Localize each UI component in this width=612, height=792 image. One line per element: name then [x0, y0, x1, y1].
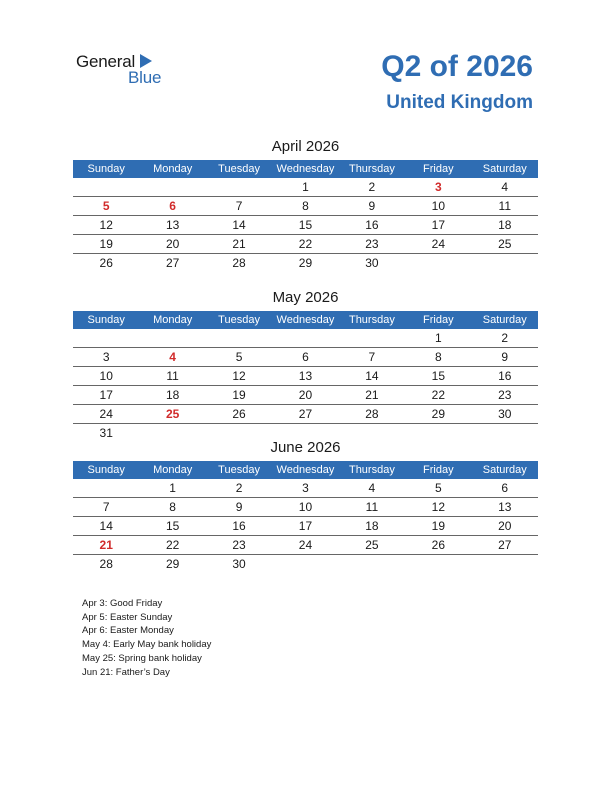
weekday-header: Tuesday — [206, 311, 272, 329]
day-cell: 17 — [73, 386, 139, 405]
weekday-header: Friday — [405, 160, 471, 178]
empty-day-cell — [139, 178, 205, 197]
day-cell: 21 — [339, 386, 405, 405]
day-cell: 22 — [405, 386, 471, 405]
weekday-header: Sunday — [73, 461, 139, 479]
day-cell: 11 — [339, 498, 405, 517]
weekday-header: Monday — [139, 461, 205, 479]
weekday-header: Saturday — [472, 160, 538, 178]
weekday-header: Sunday — [73, 311, 139, 329]
logo-general-text: General — [76, 52, 136, 71]
day-cell: 15 — [272, 216, 338, 235]
day-cell: 6 — [272, 348, 338, 367]
day-cell: 4 — [139, 348, 205, 367]
day-cell: 16 — [206, 517, 272, 536]
weekday-header: Tuesday — [206, 160, 272, 178]
day-cell: 17 — [272, 517, 338, 536]
day-cell: 2 — [206, 479, 272, 498]
weekday-header: Saturday — [472, 461, 538, 479]
day-cell: 17 — [405, 216, 471, 235]
weekday-header: Thursday — [339, 311, 405, 329]
day-cell: 2 — [472, 329, 538, 348]
empty-day-cell — [139, 329, 205, 348]
week-row — [73, 348, 538, 367]
day-cell: 8 — [139, 498, 205, 517]
day-cell: 10 — [272, 498, 338, 517]
weekday-header: Tuesday — [206, 461, 272, 479]
day-cell: 26 — [405, 536, 471, 555]
day-cell: 25 — [139, 405, 205, 424]
calendar-grid — [73, 160, 538, 272]
day-cell: 7 — [73, 498, 139, 517]
week-row — [73, 555, 538, 574]
day-cell: 30 — [472, 405, 538, 424]
month-may — [73, 287, 538, 442]
day-cell: 21 — [206, 235, 272, 254]
holiday-note: Apr 6: Easter Monday — [82, 625, 174, 637]
month-april — [73, 136, 538, 272]
day-cell: 30 — [365, 256, 379, 270]
holiday-notes — [82, 597, 211, 679]
day-cell: 23 — [472, 386, 538, 405]
month-title: June 2026 — [270, 439, 341, 456]
day-cell: 8 — [272, 197, 338, 216]
logo-triangle-icon — [140, 54, 152, 68]
weekday-header: Monday — [139, 311, 205, 329]
week-row — [73, 479, 538, 498]
day-cell: 13 — [272, 367, 338, 386]
day-cell: 23 — [206, 536, 272, 555]
day-cell: 4 — [472, 178, 538, 197]
day-cell: 10 — [73, 367, 139, 386]
day-cell: 3 — [73, 348, 139, 367]
page-subtitle: United Kingdom — [386, 92, 533, 113]
day-cell: 20 — [272, 386, 338, 405]
weekday-header: Monday — [139, 160, 205, 178]
month-title: April 2026 — [271, 138, 340, 155]
empty-day-cell — [339, 555, 405, 574]
day-cell: 6 — [139, 197, 205, 216]
week-row — [73, 197, 538, 216]
weekday-header: Thursday — [339, 461, 405, 479]
day-cell: 31 — [99, 426, 113, 440]
day-cell: 22 — [272, 235, 338, 254]
day-cell: 27 — [472, 536, 538, 555]
day-cell: 24 — [405, 235, 471, 254]
week-row — [73, 517, 538, 536]
empty-day-cell — [339, 329, 405, 348]
day-cell: 14 — [73, 517, 139, 536]
calendar-grid — [73, 461, 538, 573]
day-cell: 12 — [405, 498, 471, 517]
empty-day-cell — [472, 555, 538, 574]
week-row — [73, 498, 538, 517]
day-cell: 12 — [73, 216, 139, 235]
empty-day-cell — [405, 254, 471, 273]
empty-day-cell — [272, 555, 338, 574]
month-title: May 2026 — [272, 289, 339, 306]
day-cell: 13 — [139, 216, 205, 235]
weekday-header: Saturday — [472, 311, 538, 329]
empty-day-cell — [272, 329, 338, 348]
day-cell: 11 — [472, 197, 538, 216]
day-cell: 27 — [165, 256, 180, 270]
day-cell: 9 — [472, 348, 538, 367]
day-cell: 29 — [298, 256, 313, 270]
day-cell: 19 — [405, 517, 471, 536]
week-row — [73, 178, 538, 197]
empty-day-cell — [73, 479, 139, 498]
week-row — [73, 235, 538, 254]
weekday-header: Thursday — [339, 160, 405, 178]
day-cell: 3 — [272, 479, 338, 498]
day-cell: 18 — [139, 386, 205, 405]
week-row — [73, 386, 538, 405]
empty-day-cell — [73, 178, 139, 197]
logo-blue-text: Blue — [128, 68, 162, 87]
weekday-header: Friday — [405, 311, 471, 329]
week-row — [73, 216, 538, 235]
day-cell: 1 — [272, 178, 338, 197]
day-cell: 22 — [139, 536, 205, 555]
day-cell: 1 — [139, 479, 205, 498]
day-cell: 12 — [206, 367, 272, 386]
day-cell: 14 — [206, 216, 272, 235]
day-cell: 10 — [405, 197, 471, 216]
day-cell: 23 — [339, 235, 405, 254]
week-row — [73, 536, 538, 555]
day-cell: 7 — [206, 197, 272, 216]
empty-day-cell — [206, 329, 272, 348]
day-cell: 5 — [73, 197, 139, 216]
day-cell: 18 — [339, 517, 405, 536]
holiday-note: Jun 21: Father’s Day — [82, 666, 170, 678]
day-cell: 2 — [339, 178, 405, 197]
day-cell: 28 — [99, 557, 113, 571]
day-cell: 24 — [73, 405, 139, 424]
holiday-note: Apr 5: Easter Sunday — [82, 611, 173, 623]
day-cell: 28 — [339, 405, 405, 424]
day-cell: 6 — [472, 479, 538, 498]
month-june — [73, 437, 538, 573]
day-cell: 29 — [405, 405, 471, 424]
day-cell: 16 — [339, 216, 405, 235]
day-cell: 16 — [472, 367, 538, 386]
holiday-note: May 25: Spring bank holiday — [82, 652, 202, 664]
calendar-grid — [73, 311, 538, 442]
day-cell: 9 — [206, 498, 272, 517]
week-row — [73, 254, 538, 273]
day-cell: 8 — [405, 348, 471, 367]
day-cell: 20 — [472, 517, 538, 536]
day-cell: 28 — [232, 256, 246, 270]
week-row — [73, 405, 538, 424]
day-cell: 26 — [206, 405, 272, 424]
brand-logo — [76, 52, 176, 88]
day-cell: 29 — [165, 557, 180, 571]
holiday-note: Apr 3: Good Friday — [82, 598, 163, 609]
empty-day-cell — [206, 178, 272, 197]
day-cell: 7 — [339, 348, 405, 367]
day-cell: 1 — [405, 329, 471, 348]
weekday-header: Sunday — [73, 160, 139, 178]
day-cell: 5 — [206, 348, 272, 367]
day-cell: 19 — [206, 386, 272, 405]
day-cell: 21 — [73, 536, 139, 555]
day-cell: 13 — [472, 498, 538, 517]
page-title: Q2 of 2026 — [381, 50, 533, 83]
day-cell: 3 — [405, 178, 471, 197]
day-cell: 18 — [472, 216, 538, 235]
day-cell: 15 — [139, 517, 205, 536]
day-cell: 19 — [73, 235, 139, 254]
day-cell: 26 — [99, 256, 113, 270]
empty-day-cell — [73, 329, 139, 348]
day-cell: 25 — [472, 235, 538, 254]
holiday-note: May 4: Early May bank holiday — [82, 639, 212, 651]
week-row — [73, 329, 538, 348]
day-cell: 4 — [339, 479, 405, 498]
weekday-header: Friday — [405, 461, 471, 479]
day-cell: 5 — [405, 479, 471, 498]
day-cell: 20 — [139, 235, 205, 254]
day-cell: 24 — [272, 536, 338, 555]
day-cell: 14 — [339, 367, 405, 386]
empty-day-cell — [405, 555, 471, 574]
weekday-header: Wednesday — [272, 160, 338, 178]
day-cell: 25 — [339, 536, 405, 555]
day-cell: 11 — [139, 367, 205, 386]
day-cell: 27 — [272, 405, 338, 424]
day-cell: 30 — [232, 557, 246, 571]
weekday-header: Wednesday — [272, 311, 338, 329]
weekday-header: Wednesday — [272, 461, 338, 479]
empty-day-cell — [472, 254, 538, 273]
week-row — [73, 367, 538, 386]
day-cell: 15 — [405, 367, 471, 386]
day-cell: 9 — [339, 197, 405, 216]
